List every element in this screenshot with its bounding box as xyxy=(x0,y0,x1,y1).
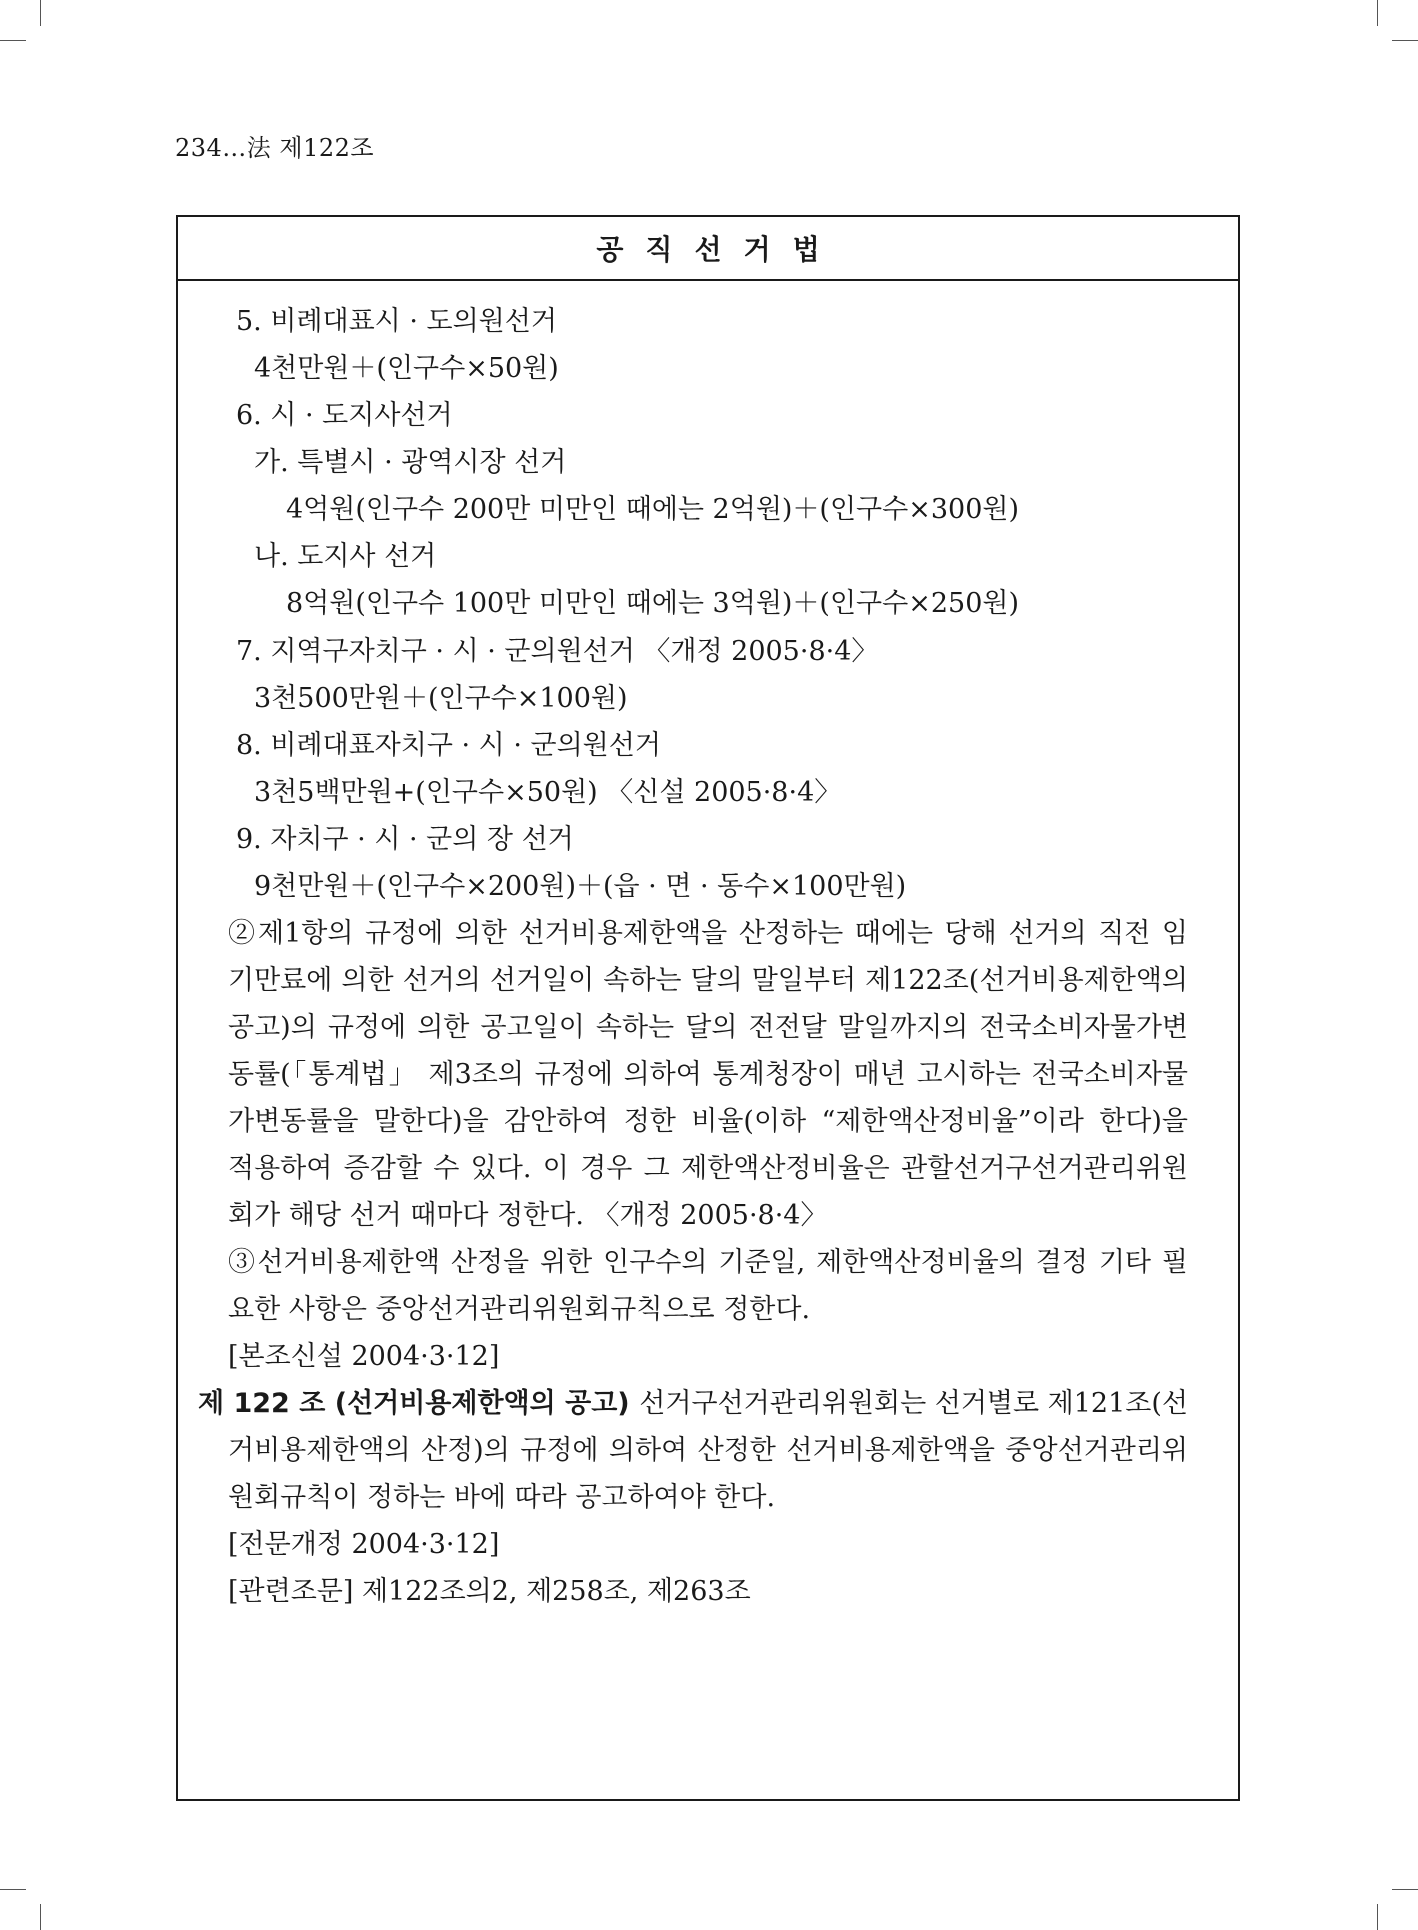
text-line: 9. 자치구 · 시 · 군의 장 선거 xyxy=(236,824,574,855)
text-line: 9천만원＋(인구수×200원)＋(읍 · 면 · 동수×100만원) xyxy=(254,871,907,902)
text-line: 기만료에 의한 선거의 선거일이 속하는 달의 말일부터 제122조(선거비용제한액의 xyxy=(228,965,1188,996)
text-line: 거비용제한액의 산정)의 규정에 의하여 산정한 선거비용제한액을 중앙선거관리위 xyxy=(228,1435,1188,1466)
article-heading: 제 122 조 (선거비용제한액의 공고) xyxy=(198,1388,630,1419)
text-line: 동률(「통계법」 제3조의 규정에 의하여 통계청장이 매년 고시하는 전국소비자물 xyxy=(228,1059,1188,1090)
text-line: 요한 사항은 중앙선거관리위원회규칙으로 정한다. xyxy=(228,1294,811,1325)
text-line: 3천500만원＋(인구수×100원) xyxy=(254,683,628,714)
page-header: 234…法 제122조 xyxy=(175,134,375,162)
text-line: 가변동률을 말한다)을 감안하여 정한 비율(이하 “제한액산정비율”이라 한다)을 xyxy=(228,1106,1188,1137)
text-line: 회가 해당 선거 때마다 정한다. 〈개정 2005·8·4〉 xyxy=(228,1200,828,1231)
text-line: 5. 비례대표시 · 도의원선거 xyxy=(236,306,557,337)
text-line: 8. 비례대표자치구 · 시 · 군의원선거 xyxy=(236,730,661,761)
text-line: ③선거비용제한액 산정을 위한 인구수의 기준일, 제한액산정비율의 결정 기타 필 xyxy=(228,1247,1188,1278)
text-line: ②제1항의 규정에 의한 선거비용제한액을 산정하는 때에는 당해 선거의 직전 임 xyxy=(228,918,1188,949)
text-line: 적용하여 증감할 수 있다. 이 경우 그 제한액산정비율은 관할선거구선거관리위원 xyxy=(228,1153,1188,1184)
crop-mark xyxy=(1377,1904,1378,1930)
text-line: [관련조문] 제122조의2, 제258조, 제263조 xyxy=(228,1576,751,1607)
text-line: [본조신설 2004·3·12] xyxy=(228,1341,500,1372)
text-line: 4천만원＋(인구수×50원) xyxy=(254,353,559,384)
text-line: 7. 지역구자치구 · 시 · 군의원선거 〈개정 2005·8·4〉 xyxy=(236,636,879,667)
text-line: 4억원(인구수 200만 미만인 때에는 2억원)＋(인구수×300원) xyxy=(286,494,1019,525)
box-title: 공직선거법 xyxy=(178,217,1238,281)
text-line: 나. 도지사 선거 xyxy=(254,541,437,572)
article-text: 선거구선거관리위원회는 선거별로 제121조(선 xyxy=(639,1388,1188,1419)
law-text-box xyxy=(176,215,1240,1801)
crop-mark xyxy=(40,1904,41,1930)
crop-mark xyxy=(40,0,41,26)
crop-mark xyxy=(0,1889,26,1890)
text-line: 원회규칙이 정하는 바에 따라 공고하여야 한다. xyxy=(228,1482,776,1513)
crop-mark xyxy=(0,40,26,41)
text-line: 8억원(인구수 100만 미만인 때에는 3억원)＋(인구수×250원) xyxy=(286,588,1019,619)
text-line: [전문개정 2004·3·12] xyxy=(228,1529,500,1560)
crop-mark xyxy=(1377,0,1378,26)
text-line: 공고)의 규정에 의한 공고일이 속하는 달의 전전달 말일까지의 전국소비자물가변 xyxy=(228,1012,1188,1043)
text-line: 6. 시 · 도지사선거 xyxy=(236,400,453,431)
crop-mark xyxy=(1392,40,1418,41)
crop-mark xyxy=(1392,1889,1418,1890)
article-first-line xyxy=(198,1387,1188,1421)
text-line: 가. 특별시 · 광역시장 선거 xyxy=(254,447,567,478)
text-line: 3천5백만원+(인구수×50원) 〈신설 2005·8·4〉 xyxy=(254,777,842,808)
